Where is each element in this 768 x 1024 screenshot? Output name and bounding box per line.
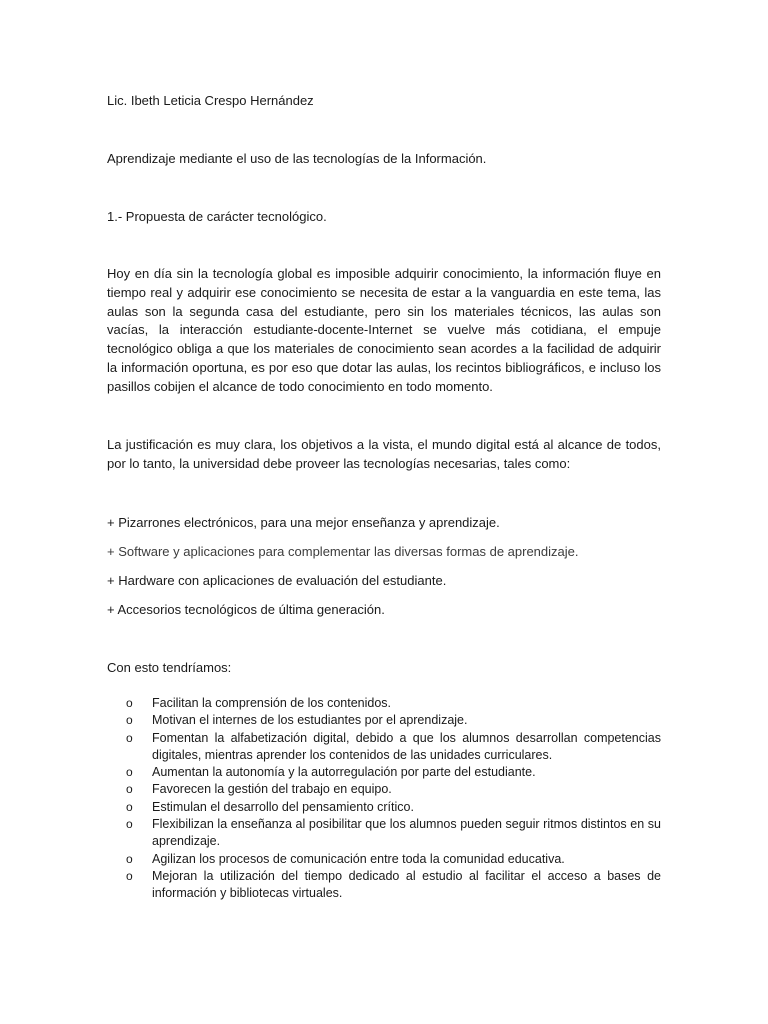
list-item — [126, 764, 661, 781]
hollow-bullet-icon: o — [126, 868, 133, 883]
section-heading: 1.- Propuesta de carácter tecnológico. — [107, 209, 327, 224]
list-item — [126, 712, 661, 729]
list-item-text: Aumentan la autonomía y la autorregulación por parte del estudiante. — [152, 765, 536, 780]
list-item-text: Favorecen la gestión del trabajo en equipo. — [152, 782, 392, 797]
benefits-intro: Con esto tendríamos: — [107, 660, 232, 675]
resource-item: + Hardware con aplicaciones de evaluación del estudiante. — [107, 573, 447, 588]
list-item — [126, 799, 661, 816]
list-item — [126, 730, 661, 765]
list-item-text: Facilitan la comprensión de los contenidos. — [152, 696, 392, 710]
list-item — [126, 695, 661, 712]
list-item — [126, 816, 661, 851]
list-item — [126, 868, 661, 903]
hollow-bullet-icon: o — [126, 765, 133, 780]
hollow-bullet-icon: o — [126, 799, 133, 814]
list-item — [126, 851, 661, 868]
resource-item: + Accesorios tecnológicos de última generación. — [107, 602, 385, 617]
hollow-bullet-icon: o — [126, 782, 133, 797]
justification-paragraph: La justificación es muy clara, los objetivos a la vista, el mundo digital está al alcance de todos, por lo tanto, la universidad debe proveer las tecnologías necesarias, tales como: — [107, 437, 661, 471]
intro-paragraph: Hoy en día sin la tecnología global es imposible adquirir conocimiento, la información fluye en tiempo real y adquirir ese conocimiento se necesita de estar a la vanguardia en este tema, las aulas son la segunda casa del estudiante, pero sin los materiales técnicos, las aulas son vacías, la interacción estudiante-docente-Internet se vuelve más cotidiana, el empuje tecnológico obliga a que los materiales de conocimiento sean acordes a la facilidad de adquirir la información oportuna, es por eso que dotar las aulas, los recintos bibliográficos, e incluso los pasillos cobijen el alcance de todo conocimiento en todo momento. — [107, 266, 661, 394]
list-item — [126, 781, 661, 798]
hollow-bullet-icon: o — [126, 696, 133, 710]
list-item-text: Agilizan los procesos de comunicación entre toda la comunidad educativa. — [152, 851, 565, 866]
hollow-bullet-icon: o — [126, 817, 133, 832]
list-item-text: Fomentan la alfabetización digital, debido a que los alumnos desarrollan competencias digitales, mientras aprender los contenidos de las unidades curriculares. — [152, 730, 661, 762]
document-title: Aprendizaje mediante el uso de las tecnologías de la Información. — [107, 151, 487, 166]
list-item-text: Flexibilizan la enseñanza al posibilitar que los alumnos pueden seguir ritmos distintos en su aprendizaje. — [152, 817, 661, 849]
benefits-list — [126, 695, 661, 903]
author-name: Lic. Ibeth Leticia Crespo Hernández — [107, 93, 314, 108]
list-item-text: Motivan el internes de los estudiantes por el aprendizaje. — [152, 713, 468, 728]
list-item-text: Mejoran la utilización del tiempo dedicado al estudio al facilitar el acceso a bases de información y bibliotecas virtuales. — [152, 868, 661, 901]
list-item-text: Estimulan el desarrollo del pensamiento crítico. — [152, 799, 414, 814]
resource-item: + Software y aplicaciones para complementar las diversas formas de aprendizaje. — [107, 544, 579, 559]
hollow-bullet-icon: o — [126, 851, 133, 866]
resource-item: + Pizarrones electrónicos, para una mejor enseñanza y aprendizaje. — [107, 515, 500, 530]
hollow-bullet-icon: o — [126, 730, 133, 745]
hollow-bullet-icon: o — [126, 713, 133, 728]
